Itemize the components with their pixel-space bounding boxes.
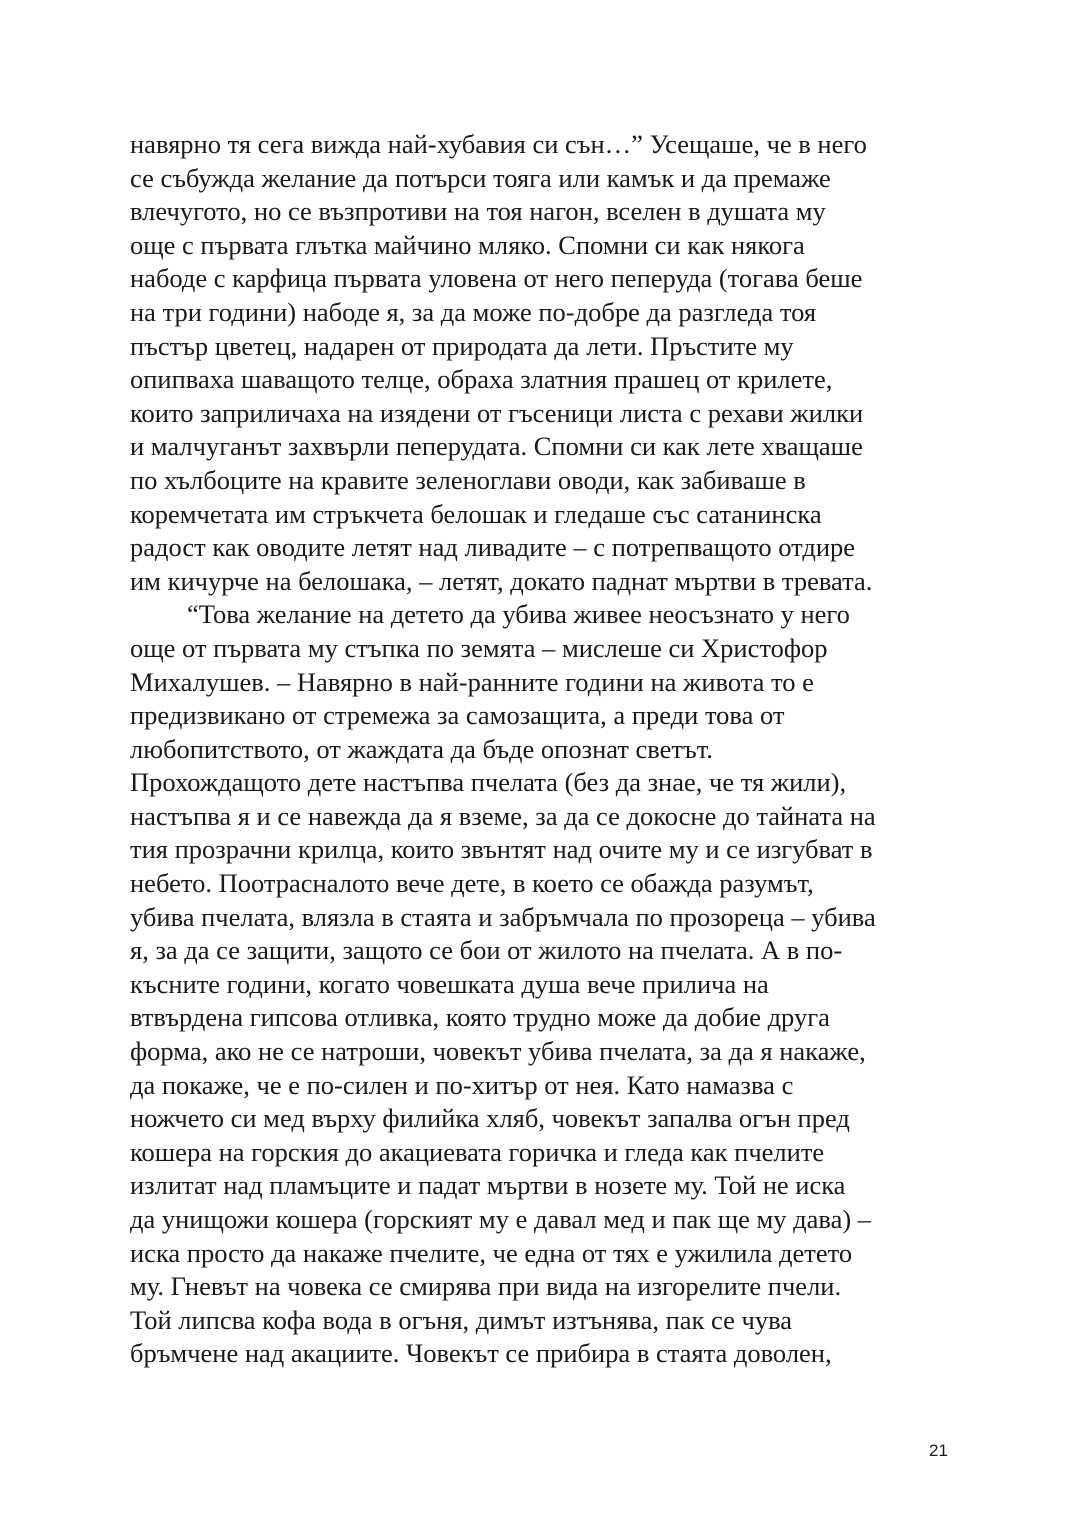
body-text [130,128,960,1371]
text-line: по хълбоците на кравите зеленоглави оводи, как забиваше в [130,464,806,495]
text-line: които заприличаха на изядени от гъсеници листа с рехави жилки [130,397,864,428]
text-line: настъпва я и се навежда да я вземе, за да се докосне до тайната на [130,800,876,831]
text-line: и малчуганът захвърли пеперудата. Спомни си как лете хващаше [130,431,863,462]
text-line: му. Гневът на човека се смирява при вида на изгорелите пчели. [130,1271,842,1302]
text-line: я, за да се защити, защото се бои от жилото на пчелата. А в по- [130,935,843,966]
text-line: набоде с карфица първата уловена от него пеперуда (тогава беше [130,263,863,294]
text-line: форма, ако не се натроши, човекът убива пчелата, за да я накаже, [130,1036,866,1067]
text-line: коремчетата им стръкчета белошак и гледаше със сатанинска [130,498,822,529]
text-line: кошера на горския до акациевата горичка и гледа как пчелите [130,1136,825,1167]
text-line: убива пчелата, влязла в стаята и забръмчала по прозореца – убива [130,901,876,932]
text-line: им кичурче на белошака, – летят, докато паднат мъртви в тревата. [130,565,873,596]
text-line: опипваха шаващото телце, обраха златния прашец от крилете, [130,364,833,395]
text-line: втвърдена гипсова отливка, която трудно може да добие друга [130,1002,830,1033]
paragraph-first-line: “Това желание на детето да убива живее неосъзнато у него [187,599,850,630]
text-line: влечугото, но се възпротиви на тоя нагон, вселен в душата му [130,196,826,227]
text-line: късните години, когато човешката душа вече прилича на [130,968,769,999]
text-line: любопитството, от жаждата да бъде опознат светът. [130,733,713,764]
text-line: навярно тя сега вижда най-хубавия си сън…” Усещаше, че в него [130,129,867,159]
text-line: се събужда желание да потърси тояга или камък и да премаже [130,162,831,193]
text-line: небето. Поотрасналото вече дете, в което се обажда разумът, [130,868,814,899]
text-line: предизвикано от стремежа за самозащита, а преди това от [130,700,785,731]
text-line: да унищожи кошера (горският му е давал мед и пак ще му дава) – [130,1204,872,1234]
text-line: иска просто да накаже пчелите, че една от тях е ужилила детето [130,1237,853,1268]
text-line: пъстър цветец, надарен от природата да лети. Пръстите му [130,330,794,361]
text-line: още от първата му стъпка по земята – мислеше си Христофор [130,632,828,663]
text-line: радост как оводите летят над ливадите – с потрепващото отдире [130,532,856,563]
text-line: бръмчене над акациите. Човекът се прибира в стаята доволен, [130,1338,832,1369]
text-line: още с първата глътка майчино мляко. Спомни си как някога [130,229,805,260]
text-line: на три години) набоде я, за да може по-добре да разгледа тоя [130,296,817,327]
page-number: 21 [929,1441,948,1460]
text-line: ножчето си мед върху филийка хляб, човекът запалва огън пред [130,1103,850,1134]
text-line: Той липсва кофа вода в огъня, димът изтънява, пак се чува [130,1304,792,1335]
text-line: Прохождащото дете настъпва пчелата (без да знае, че тя жили), [130,767,847,798]
text-line: излитат над пламъците и падат мъртви в нозете му. Той не иска [130,1170,846,1201]
text-line: да покаже, че е по-силен и по-хитър от нея. Като намазва с [130,1069,794,1100]
text-line: тия прозрачни крилца, които звънтят над очите му и се изгубват в [130,834,873,865]
text-line: Михалушев. – Навярно в най-ранните години на живота то е [130,666,814,697]
